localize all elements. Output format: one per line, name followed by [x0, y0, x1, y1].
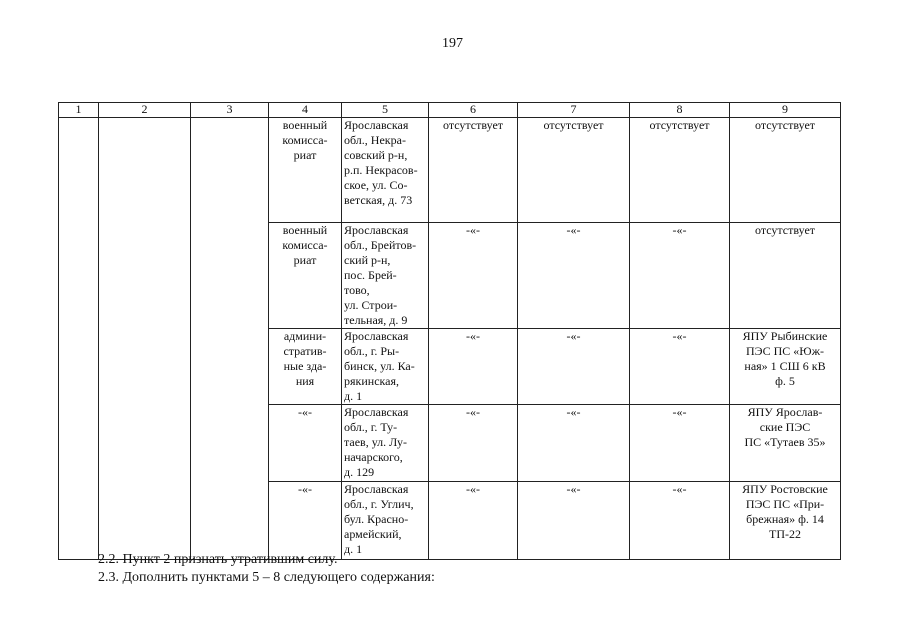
object-type-cell: военный комисса- риат — [269, 118, 342, 223]
object-type-cell: -«- — [269, 482, 342, 560]
column-header: 4 — [269, 103, 342, 118]
data-table — [58, 102, 841, 560]
column-8-cell: отсутствует — [630, 118, 730, 223]
table-header-row — [59, 103, 841, 118]
table-row — [59, 118, 841, 223]
column-header: 7 — [518, 103, 630, 118]
clause-2-3-text: 2.3. Дополнить пунктами 5 – 8 следующего содержания: — [98, 570, 435, 585]
object-type-cell: -«- — [269, 405, 342, 482]
column-header: 8 — [630, 103, 730, 118]
power-source-cell: отсутствует — [730, 118, 841, 223]
column-header: 6 — [429, 103, 518, 118]
column-header: 9 — [730, 103, 841, 118]
column-1-cell — [59, 118, 99, 560]
power-source-cell: ЯПУ Ярослав- ские ПЭС ПС «Тутаев 35» — [730, 405, 841, 482]
column-6-cell: -«- — [429, 329, 518, 405]
column-2-cell — [99, 118, 191, 560]
column-header: 1 — [59, 103, 99, 118]
column-7-cell: -«- — [518, 223, 630, 329]
column-header: 5 — [342, 103, 429, 118]
address-cell: Ярославская обл., г. Углич, бул. Красно- армейский, д. 1 — [342, 482, 429, 560]
column-6-cell: -«- — [429, 405, 518, 482]
column-6-cell: -«- — [429, 482, 518, 560]
column-6-cell: -«- — [429, 223, 518, 329]
column-8-cell: -«- — [630, 223, 730, 329]
column-8-cell: -«- — [630, 405, 730, 482]
column-8-cell: -«- — [630, 329, 730, 405]
address-cell: Ярославская обл., Некра- совский р-н, р.п. Некрасов- ское, ул. Со- ветская, д. 73 — [342, 118, 429, 223]
column-7-cell: отсутствует — [518, 118, 630, 223]
column-6-cell: отсутствует — [429, 118, 518, 223]
address-cell: Ярославская обл., г. Ту- таев, ул. Лу- начарского, д. 129 — [342, 405, 429, 482]
object-type-cell: военный комисса- риат — [269, 223, 342, 329]
object-type-cell: админи- стратив- ные зда- ния — [269, 329, 342, 405]
address-cell: Ярославская обл., Брейтов- ский р-н, пос. Брей- тово, ул. Строи- тельная, д. 9 — [342, 223, 429, 329]
column-8-cell: -«- — [630, 482, 730, 560]
column-header: 3 — [191, 103, 269, 118]
column-7-cell: -«- — [518, 329, 630, 405]
column-7-cell: -«- — [518, 405, 630, 482]
column-3-cell — [191, 118, 269, 560]
power-source-cell: ЯПУ Рыбинские ПЭС ПС «Юж- ная» 1 СШ 6 кВ ф. 5 — [730, 329, 841, 405]
power-source-cell: ЯПУ Ростовские ПЭС ПС «При- брежная» ф. 14 ТП-22 — [730, 482, 841, 560]
address-cell: Ярославская обл., г. Ры- бинск, ул. Ка- рякинская, д. 1 — [342, 329, 429, 405]
clause-2-2-text: 2.2. Пункт 2 признать утратившим силу. — [98, 552, 338, 567]
page-number: 197 — [442, 36, 463, 51]
power-source-cell: отсутствует — [730, 223, 841, 329]
column-header: 2 — [99, 103, 191, 118]
column-7-cell: -«- — [518, 482, 630, 560]
